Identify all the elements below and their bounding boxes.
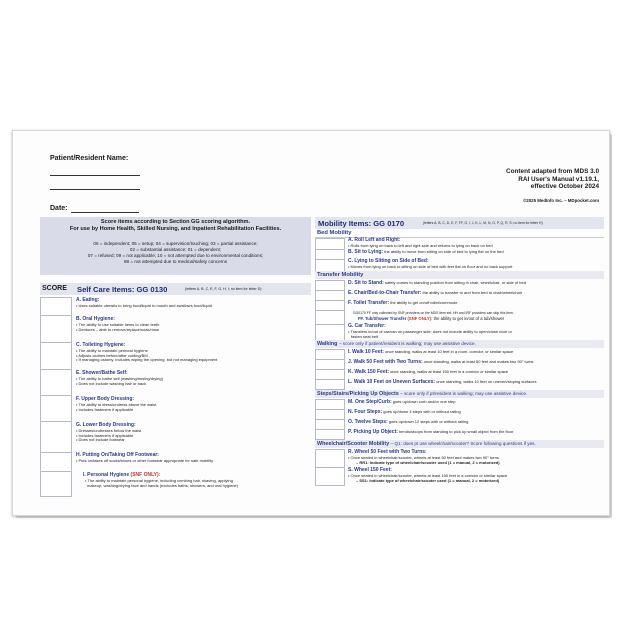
item-title: R. Wheel 50 Feet with Two Turns: — [348, 449, 427, 455]
item-title: E. Chair/Bed-to-Chair Transfer: — [348, 290, 422, 296]
mobility-item-lying-to-sitting — [348, 259, 512, 270]
mobility-item-four-steps — [348, 410, 461, 416]
item-title: I. Personal Hygiene — [83, 472, 130, 478]
item-detail: • Transfers in/out of car/van on passenger side; does not include ability to open/close door or — [348, 328, 512, 334]
reference-card — [12, 130, 610, 516]
score-box-footwear[interactable] — [40, 452, 72, 472]
selfcare-item-lower-body-dressing — [76, 423, 141, 443]
item-detail: • Dentures – able to remove/replace/soak/rinse — [76, 326, 160, 332]
mobility-item-twelve-steps — [348, 420, 468, 426]
item-detail: • Adjusts clothes before/after voiding/BM — [76, 352, 148, 358]
steps-header — [317, 391, 527, 397]
item-title: A. Roll Left and Right: — [348, 237, 401, 243]
ff-note: GG0170 FF only collected by SNF providers on the MDS item set. HH and IRF providers can skip this item. — [353, 311, 514, 315]
score-box-car-transfer[interactable] — [315, 324, 345, 341]
item-detail: bends/stoops from standing to pick up small object from the floor — [399, 429, 514, 434]
source-line-2: RAI User's Manual v1.19.1, — [518, 175, 599, 183]
score-box-wheel-50-feet[interactable] — [315, 449, 345, 468]
walking-header — [317, 341, 476, 347]
source-line-1: Content adapted from MDS 3.0 — [505, 168, 599, 175]
item-detail: • The ability to dress/undress above the waist — [76, 401, 157, 407]
steps-note: – score only if pt/resident is walking; may use assistive device. — [400, 391, 528, 396]
item-title: K. Walk 150 Feet: — [348, 369, 389, 375]
item-title: B. Sit to Lying: — [348, 249, 384, 255]
item-subquestion: – SS1: Indicate type of wheelchair/scooter used (1 = manual, 2 = motorized) — [356, 477, 500, 483]
instructions-line-1: Score items according to Section GG scoring algorithm. — [100, 219, 251, 225]
item-title: M. One Step/Curb: — [348, 399, 392, 405]
score-box-upper-body-dressing[interactable] — [40, 395, 72, 422]
score-column-header: SCORE — [42, 285, 67, 292]
item-title: B. Oral Hygiene: — [76, 316, 115, 322]
item-detail: • If managing ostomy, includes wiping the opening, but not managing equipment — [76, 357, 218, 363]
item-detail: • Includes fasteners if applicable — [76, 432, 134, 438]
item-title: P. Picking Up Object: — [348, 429, 398, 435]
item-detail: • Moves from lying on back to sitting on side of bed with feet flat on floor and no back support — [348, 263, 513, 269]
selfcare-title: Self Care Items: GG 0130 — [77, 284, 168, 294]
item-title: H. Putting On/Taking Off Footwear: — [76, 452, 159, 458]
mobility-item-one-step-curb — [348, 400, 455, 406]
item-title: G. Car Transfer: — [348, 323, 386, 329]
item-detail: • Includes fasteners if applicable — [76, 406, 134, 412]
score-code-line-1: 06 = independent; 05 = setup; 04 = supervision/touching; 03 = partial assistance; — [93, 241, 258, 246]
item-title: I. Walk 10 Feet: — [348, 349, 384, 355]
score-box-shower-bathe[interactable] — [40, 369, 72, 396]
score-code-line-3: 07 = refused; 09 = not applicable; 10 = not attempted due to environmental conditions; — [87, 253, 264, 258]
item-detail: safely comes to standing position from sitting in chair, wheelchair, or side of bed — [384, 280, 526, 285]
item-title: F. Toilet Transfer: — [348, 300, 390, 306]
selfcare-item-oral-hygiene — [76, 317, 159, 332]
mobility-title-note: (letters A, B, C, D, E, F, FF, G, I, J, K, L, M, N, O, P, Q, R, S; no item for letter H) — [423, 221, 543, 225]
mobility-item-walk-10-feet — [348, 350, 513, 356]
item-title: L. Walk 10 Feet on Uneven Surfaces: — [348, 379, 436, 385]
item-detail: goes up/down curb and/or one step — [392, 399, 456, 404]
mobility-item-sit-to-stand — [348, 281, 526, 287]
snf-only-badge: (SNF ONLY): — [130, 472, 161, 478]
copyright-text: ©2025 MedInfo Inc. – MDpocket.com — [523, 198, 599, 203]
item-detail: • Once seated in wheelchair/scooter, wheels at least 150 feet in a corridor or similar space — [348, 472, 508, 478]
item-detail: • The ability to use suitable items to clean teeth — [76, 321, 160, 327]
transfer-mobility-header: Transfer Mobility — [317, 272, 364, 278]
steps-title: Steps/Stairs/Picking Up Objects — [317, 391, 399, 397]
item-detail: once standing, walks at least 10 feet in a room, corridor, or similar space — [385, 349, 514, 354]
item-detail: • The ability to bathe self (washing/rinsing/drying) — [76, 375, 163, 381]
wheelchair-title: Wheelchair/Scooter Mobility — [317, 441, 390, 447]
selfcare-item-eating — [76, 298, 212, 309]
snf-only-badge: (SNF ONLY): — [407, 316, 433, 321]
item-detail: once standing, walks 10 feet on uneven/sloping surfaces — [436, 379, 537, 384]
wheelchair-header — [317, 441, 536, 447]
mobility-item-wheel-50-feet — [348, 450, 500, 465]
score-box-toileting-hygiene[interactable] — [40, 342, 72, 370]
item-detail: the ability to move from sitting on side of bed to lying flat on the bed — [384, 249, 504, 254]
item-detail: • Rolls from lying on back to left and right side and returns to lying on back on bed — [348, 242, 493, 248]
source-line-3: effective October 2024 — [530, 183, 599, 191]
mobility-item-picking-up-object — [348, 430, 513, 436]
date-line[interactable] — [71, 212, 139, 213]
walking-note: – score only if patient/resident is walking; may use assistive device. — [338, 341, 476, 346]
source-block — [506, 168, 599, 191]
item-detail: • Puts on/takes off socks/shoes or other footwear appropriate for safe mobility — [76, 457, 214, 463]
patient-name-line-2[interactable] — [50, 189, 140, 190]
item-detail: once standing, walks at least 150 feet in a corridor or similar space — [390, 369, 509, 374]
item-title: C. Lying to Sitting on Side of Bed: — [348, 258, 429, 264]
selfcare-item-toileting-hygiene — [76, 343, 217, 363]
item-title: N. Four Steps: — [348, 409, 383, 415]
item-detail: the ability to transfer to and from bed to chair/wheelchair — [422, 290, 523, 295]
mobility-item-chair-bed-transfer — [348, 291, 522, 297]
item-title: FF. Tub/Shower Transfer — [358, 316, 407, 321]
date-label: Date: — [50, 205, 68, 212]
mobility-header — [315, 217, 604, 229]
selfcare-item-footwear — [76, 453, 213, 464]
item-title: S. Wheel 150 Feet: — [348, 467, 392, 473]
item-title: J. Walk 50 Feet with Two Turns: — [348, 359, 423, 365]
selfcare-item-upper-body-dressing — [76, 397, 156, 412]
bed-mobility-header: Bed Mobility — [317, 230, 352, 236]
item-detail: fasten seat belt — [351, 333, 379, 339]
item-title: E. Shower/Bathe Self: — [76, 370, 128, 376]
mobility-item-walk-150-feet — [348, 370, 508, 376]
patient-name-line-1[interactable] — [50, 175, 140, 176]
score-code-line-4: 88 = not attempted due to medical/safety concerns — [123, 259, 228, 264]
item-detail: once standing, walks at least 50 feet and makes two 90° turns — [423, 359, 534, 364]
score-box-personal-hygiene[interactable] — [40, 471, 72, 497]
item-detail: • The ability to maintain personal hygiene, including combing hair, shaving, applying — [85, 477, 233, 483]
mobility-title: Mobility Items: GG 0170 — [318, 218, 405, 228]
item-title: C. Toileting Hygiene: — [76, 342, 126, 348]
item-detail: the ability to get on/off toilet/commode — [390, 300, 458, 305]
mobility-item-walk-50-feet — [348, 360, 533, 366]
walking-title: Walking — [317, 341, 338, 347]
item-title: D. Sit to Stand: — [348, 280, 384, 286]
item-detail: makeup, washing/drying face and hands (excludes baths, showers, and oral hygiene) — [87, 482, 238, 488]
selfcare-item-shower-bathe — [76, 371, 163, 386]
instructions-box — [40, 217, 311, 275]
item-detail: • Does not include washing hair or back — [76, 380, 147, 386]
score-box-picking-up-object[interactable] — [315, 429, 345, 440]
mobility-item-walk-uneven-surfaces — [348, 380, 537, 386]
item-title: A. Eating: — [76, 297, 100, 303]
score-box-lower-body-dressing[interactable] — [40, 421, 72, 453]
item-detail: • The ability to maintain perineal hygiene — [76, 347, 148, 353]
selfcare-title-note: (letters A, B, C, E, F, G, H, I; no item for letter D) — [185, 287, 262, 291]
item-detail: the ability to get in/out of a tub/shower — [433, 316, 505, 321]
item-detail: • Once seated in wheelchair/scooter, wheels at least 50 feet and makes two 90° turns — [348, 454, 499, 460]
patient-name-label: Patient/Resident Name: — [50, 155, 129, 162]
selfcare-header — [40, 283, 311, 295]
item-detail: goes up/down 12 steps with or without railing — [388, 419, 469, 424]
score-box-wheel-150-feet[interactable] — [315, 467, 345, 486]
instructions-line-2: For use by Home Health, Skilled Nursing, and Inpatient Rehabilitation Facilities. — [69, 226, 282, 232]
mobility-item-tub-shower-transfer — [358, 316, 504, 321]
wheelchair-note: – Q1: does pt use wheelchair/scooter? Score following questions if yes. — [390, 441, 536, 446]
mobility-item-wheel-150-feet — [348, 468, 507, 483]
score-code-line-2: 02 = substantial assistance; 01 = dependent; — [129, 247, 222, 252]
item-detail: • Dresses/undresses below the waist — [76, 427, 142, 433]
score-box-tub-shower-transfer[interactable] — [315, 310, 345, 325]
selfcare-item-personal-hygiene — [83, 473, 238, 488]
item-title: F. Upper Body Dressing: — [76, 396, 135, 402]
mobility-item-sit-to-lying — [348, 250, 504, 256]
item-detail: goes up/down 4 steps with or without railing — [383, 409, 461, 414]
item-detail: • Does not include footwear — [76, 437, 125, 443]
score-box-eating[interactable] — [40, 297, 72, 316]
score-box-oral-hygiene[interactable] — [40, 315, 72, 343]
item-title: G. Lower Body Dressing: — [76, 422, 136, 428]
item-title: O. Twelve Steps: — [348, 419, 388, 425]
item-subquestion: – RR1: Indicate type of wheelchair/scooter used (1 = manual, 2 = motorized) — [356, 459, 500, 465]
mobility-item-toilet-transfer — [348, 301, 457, 307]
item-detail: • Uses suitable utensils to bring food/liquid to mouth and swallows food/liquid — [76, 302, 212, 308]
mobility-item-roll-left-right — [348, 238, 493, 249]
score-box-walk-uneven-surfaces[interactable] — [315, 379, 345, 390]
mobility-item-car-transfer — [348, 324, 512, 339]
